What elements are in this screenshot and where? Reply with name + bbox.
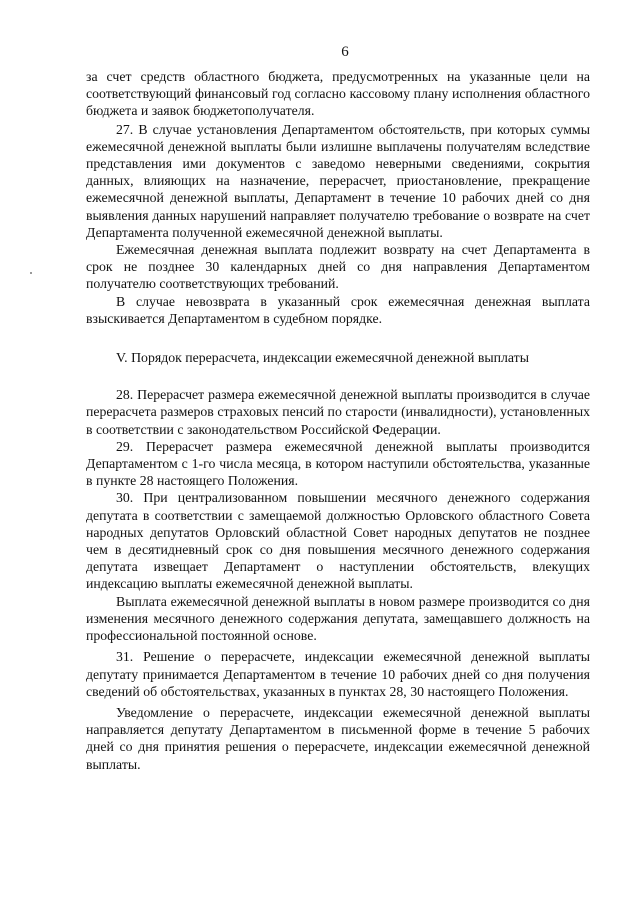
clause-31: 31. Решение о перерасчете, индексации ежемесячной денежной выплаты депутату принимается Департаментом в течение 10 рабочих дней со дня получения сведений об обстоятельствах, указанных в пунктах 28, 30 настоящего Положения. — [86, 649, 590, 699]
clause-27-court-recovery: В случае невозврата в указанный срок ежемесячная денежная выплата взыскивается Департаментом в судебном порядке. — [86, 293, 590, 326]
clause-29: 29. Перерасчет размера ежемесячной денежной выплаты производится Департаментом с 1-го числа месяца, в котором наступили обстоятельства, указанные в пункте 28 настоящего Положения. — [86, 438, 590, 489]
document-body — [86, 68, 590, 773]
paragraph-continuation: за счет средств областного бюджета, предусмотренных на указанные цели на соответствующий финансовый год согласно кассовому плану исполнения областного бюджета и заявок бюджетополучателя. — [86, 69, 590, 119]
clause-27-refund-term: Ежемесячная денежная выплата подлежит возврату на счет Департамента в срок не позднее 30 календарных дней со дня направления Департаментом получателю соответствующих требований. — [86, 242, 590, 292]
clause-30-payment: Выплата ежемесячной денежной выплаты в новом размере производится со дня изменения месячного денежного содержания депутата, замещавшего должность на профессиональной постоянной основе. — [86, 593, 590, 644]
clause-27: 27. В случае установления Департаментом обстоятельств, при которых суммы ежемесячной денежной выплаты были излишне выплачены получателям вследствие представления ими документов с заведомо неверными сведениями, сокрытия данных, влияющих на назначение, перерасчет, приостановление, прекращение ежемесячной денежной выплаты, Департамент в течение 10 рабочих дней со дня выявления данных нарушений направляет получателю требование о возврате на счет Департамента полученной ежемесячной денежной выплаты. — [86, 121, 590, 240]
margin-mark — [30, 272, 32, 274]
clause-30: 30. При централизованном повышении месячного денежного содержания депутата в соответствии с замещаемой должностью Орловского областного Совета народных депутатов Орловский областной Совет народных депутатов не позднее чем в десятидневный срок со дня повышения месячного денежного содержания депутата извещает Департамент о наступлении обстоятельств, влекущих индексацию выплаты ежемесячной денежной выплаты. — [86, 490, 590, 592]
clause-28: 28. Перерасчет размера ежемесячной денежной выплаты производится в случае перерасчета размеров страховых пенсий по старости (инвалидности), установленных в соответствии с законодательством Российской Федерации. — [86, 387, 590, 437]
section-heading: V. Порядок перерасчета, индексации ежемесячной денежной выплаты — [116, 350, 529, 366]
clause-31-notice: Уведомление о перерасчете, индексации ежемесячной денежной выплаты направляется депутату Департаментом в письменной форме в течение 5 рабочих дней со дня принятия решения о перерасчете, индексации ежемесячной денежной выплаты. — [86, 704, 590, 772]
page-number: 6 — [341, 44, 349, 60]
